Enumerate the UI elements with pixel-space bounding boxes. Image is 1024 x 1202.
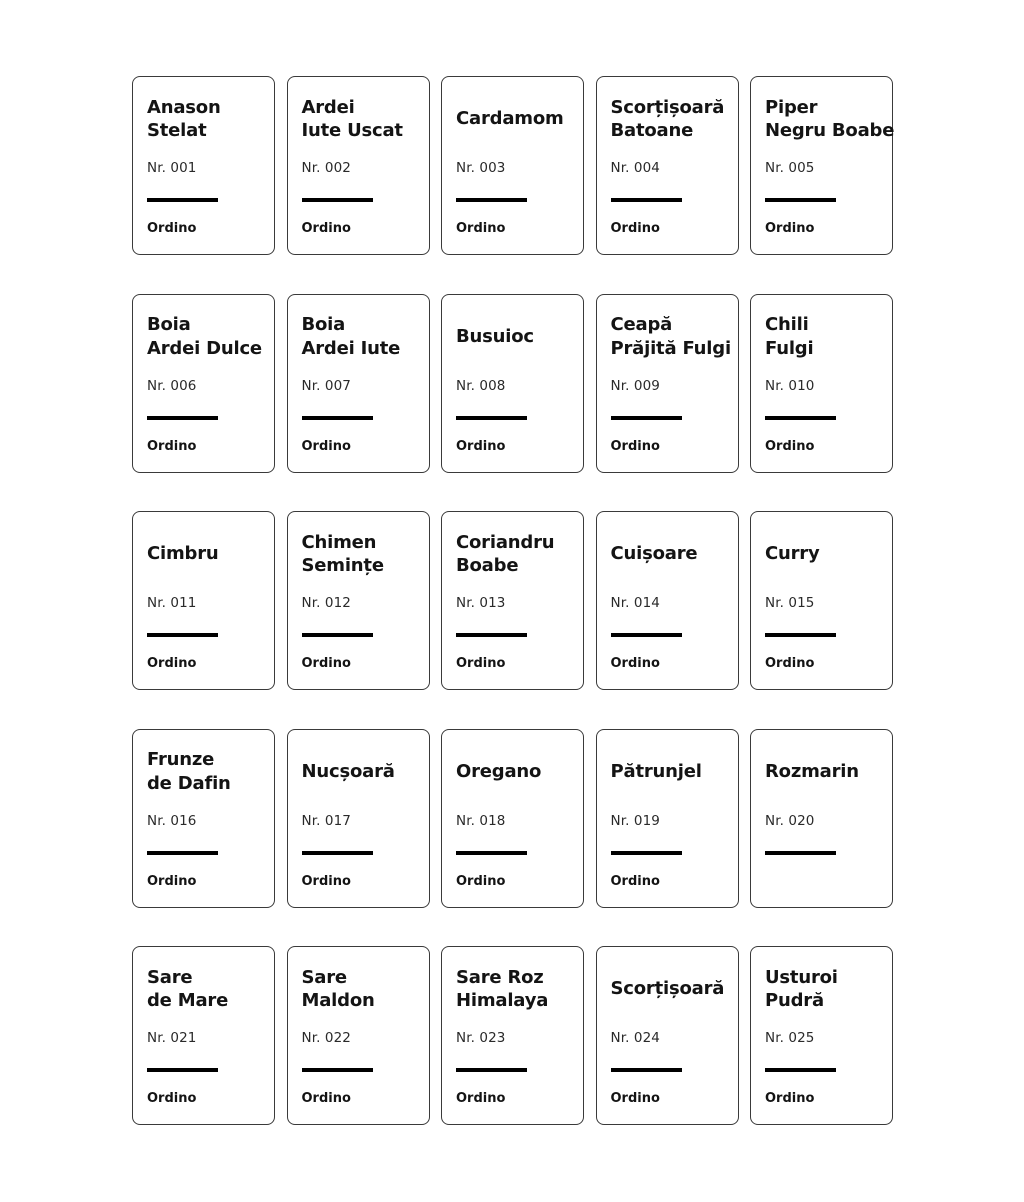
label-number: Nr. 003	[456, 160, 506, 176]
divider-bar	[765, 851, 836, 855]
spice-label	[750, 294, 893, 473]
spice-name-line: Maldon	[301, 990, 375, 1011]
brand-name: Ordino	[765, 438, 815, 454]
brand-name: Ordino	[301, 221, 351, 236]
label-number: Nr. 016	[147, 812, 197, 829]
spice-label	[596, 294, 739, 473]
brand-name: Ordino	[765, 656, 815, 671]
spice-label	[132, 946, 275, 1125]
spice-label	[287, 946, 430, 1125]
spice-name-line: Himalaya	[456, 990, 549, 1011]
spice-name	[302, 748, 423, 796]
spice-name-line: Boabe	[456, 555, 519, 576]
label-number: Nr. 018	[456, 812, 506, 829]
spice-label	[132, 511, 275, 690]
divider-bar	[765, 633, 836, 637]
spice-name-line: Sare	[301, 966, 347, 988]
divider-bar	[147, 1068, 218, 1072]
spice-name-line: Busuioc	[456, 325, 534, 347]
label-number: Nr. 020	[765, 812, 815, 829]
spice-name-line: Boia	[147, 314, 191, 335]
label-number: Nr. 001	[147, 160, 197, 176]
divider-bar	[302, 198, 373, 202]
brand-name: Ordino	[147, 1091, 197, 1106]
spice-label	[750, 729, 893, 908]
spice-name	[302, 95, 423, 143]
spice-name-line: Ardei	[301, 96, 355, 118]
spice-label	[441, 76, 584, 255]
spice-name	[765, 95, 895, 143]
brand-name: Ordino	[765, 1091, 815, 1106]
spice-name	[765, 313, 886, 361]
spice-name-line: de Mare	[147, 990, 229, 1011]
brand-name: Ordino	[456, 438, 506, 454]
spice-name-line: Fulgi	[765, 337, 814, 359]
divider-bar	[765, 198, 836, 202]
spice-name-line: Chili	[765, 314, 809, 335]
spice-label	[441, 729, 584, 908]
spice-label	[287, 76, 430, 255]
spice-name-line: Semințe	[301, 555, 384, 576]
divider-bar	[147, 416, 218, 420]
spice-name	[147, 965, 268, 1013]
divider-bar	[611, 851, 682, 855]
spice-name	[147, 530, 268, 578]
spice-name	[456, 530, 577, 578]
spice-label	[132, 294, 275, 473]
divider-bar	[302, 1068, 373, 1072]
spice-name-line: Curry	[765, 543, 820, 565]
label-number: Nr. 002	[301, 160, 351, 176]
label-sheet	[132, 76, 893, 1125]
divider-bar	[456, 198, 527, 202]
brand-name: Ordino	[301, 438, 351, 454]
divider-bar	[147, 198, 218, 202]
label-number: Nr. 023	[456, 1030, 506, 1046]
label-number: Nr. 017	[301, 812, 351, 829]
brand-name: Ordino	[610, 656, 660, 671]
spice-name	[765, 965, 886, 1013]
spice-name-line: Cardamom	[456, 108, 564, 130]
spice-name-line: Sare Roz	[456, 966, 544, 988]
spice-name-line: Cuișoare	[610, 543, 698, 565]
divider-bar	[456, 1068, 527, 1072]
spice-label	[596, 729, 739, 908]
divider-bar	[611, 198, 682, 202]
brand-name: Ordino	[301, 873, 351, 889]
divider-bar	[456, 633, 527, 637]
spice-name-line: Sare	[147, 966, 193, 988]
spice-name	[456, 748, 577, 796]
spice-name-line: Coriandru	[456, 531, 555, 553]
brand-name: Ordino	[456, 656, 506, 671]
spice-name	[302, 313, 423, 361]
spice-name-line: Ardei Iute	[301, 337, 401, 359]
spice-label	[750, 76, 893, 255]
spice-name	[456, 95, 577, 143]
brand-name: Ordino	[610, 438, 660, 454]
label-number: Nr. 007	[301, 377, 351, 394]
spice-name	[611, 95, 732, 143]
divider-bar	[456, 416, 527, 420]
spice-name-line: Piper	[765, 96, 818, 118]
spice-name-line: Usturoi	[765, 966, 838, 988]
spice-label	[596, 946, 739, 1125]
brand-name: Ordino	[456, 1091, 506, 1106]
spice-label	[287, 511, 430, 690]
divider-bar	[611, 1068, 682, 1072]
spice-name	[147, 95, 268, 143]
spice-label	[750, 946, 893, 1125]
spice-name-line: Cimbru	[147, 543, 219, 565]
spice-name	[147, 748, 268, 796]
label-number: Nr. 004	[610, 160, 660, 176]
spice-name-line: Batoane	[610, 120, 694, 141]
spice-name-line: Pudră	[765, 990, 824, 1011]
divider-bar	[302, 416, 373, 420]
divider-bar	[147, 851, 218, 855]
divider-bar	[611, 633, 682, 637]
brand-name: Ordino	[147, 438, 197, 454]
spice-name-line: Frunze	[147, 749, 215, 770]
spice-name-line: Scorțișoară	[610, 978, 725, 1000]
spice-label	[132, 729, 275, 908]
divider-bar	[611, 416, 682, 420]
label-number: Nr. 024	[610, 1030, 660, 1046]
divider-bar	[456, 851, 527, 855]
spice-label	[750, 511, 893, 690]
spice-name-line: Negru Boabe	[765, 120, 895, 141]
label-number: Nr. 009	[610, 377, 660, 394]
label-number: Nr. 006	[147, 377, 197, 394]
spice-name	[147, 313, 268, 361]
brand-name: Ordino	[147, 221, 197, 236]
label-number: Nr. 014	[610, 595, 660, 611]
spice-name-line: Anason	[147, 96, 221, 118]
spice-name	[456, 313, 577, 361]
brand-name: Ordino	[610, 873, 660, 889]
spice-label	[441, 294, 584, 473]
spice-name	[765, 530, 886, 578]
brand-name: Ordino	[301, 1091, 351, 1106]
brand-name: Ordino	[147, 873, 197, 889]
label-number: Nr. 025	[765, 1030, 815, 1046]
brand-name: Ordino	[147, 656, 197, 671]
spice-name	[456, 965, 577, 1013]
spice-label	[596, 76, 739, 255]
spice-name	[611, 313, 732, 361]
divider-bar	[765, 416, 836, 420]
spice-name-line: Scorțișoară	[610, 96, 725, 118]
spice-name-line: Iute Uscat	[301, 120, 403, 141]
brand-name: Ordino	[301, 656, 351, 671]
brand-name: Ordino	[456, 221, 506, 236]
spice-name-line: de Dafin	[147, 772, 231, 794]
spice-name	[302, 530, 423, 578]
brand-name: Ordino	[456, 873, 506, 889]
divider-bar	[302, 851, 373, 855]
divider-bar	[147, 633, 218, 637]
label-number: Nr. 021	[147, 1030, 197, 1046]
spice-name-line: Chimen	[301, 531, 377, 553]
label-number: Nr. 011	[147, 595, 197, 611]
spice-label	[596, 511, 739, 690]
spice-name-line: Ceapă	[610, 314, 673, 335]
spice-name-line: Rozmarin	[765, 760, 859, 782]
spice-label	[132, 76, 275, 255]
label-number: Nr. 008	[456, 377, 506, 394]
spice-label	[441, 946, 584, 1125]
spice-name	[765, 748, 886, 796]
spice-name-line: Stelat	[147, 120, 207, 141]
spice-name	[611, 965, 732, 1013]
spice-name-line: Nucșoară	[301, 760, 395, 782]
spice-name-line: Prăjită Fulgi	[610, 337, 731, 359]
spice-name	[611, 530, 732, 578]
spice-name-line: Ardei Dulce	[147, 337, 262, 359]
spice-label	[441, 511, 584, 690]
label-number: Nr. 012	[301, 595, 351, 611]
label-number: Nr. 005	[765, 160, 815, 176]
divider-bar	[765, 1068, 836, 1072]
divider-bar	[302, 633, 373, 637]
label-number: Nr. 022	[301, 1030, 351, 1046]
label-number: Nr. 013	[456, 595, 506, 611]
spice-label	[287, 294, 430, 473]
spice-name-line: Boia	[301, 314, 346, 335]
label-number: Nr. 019	[610, 812, 660, 829]
spice-name-line: Pătrunjel	[610, 760, 702, 782]
label-number: Nr. 010	[765, 377, 815, 394]
spice-name	[302, 965, 423, 1013]
brand-name: Ordino	[610, 221, 660, 236]
label-number: Nr. 015	[765, 595, 815, 611]
spice-name	[611, 748, 732, 796]
brand-name: Ordino	[610, 1091, 660, 1106]
spice-name-line: Oregano	[456, 760, 542, 782]
brand-name: Ordino	[765, 221, 815, 236]
spice-label	[287, 729, 430, 908]
